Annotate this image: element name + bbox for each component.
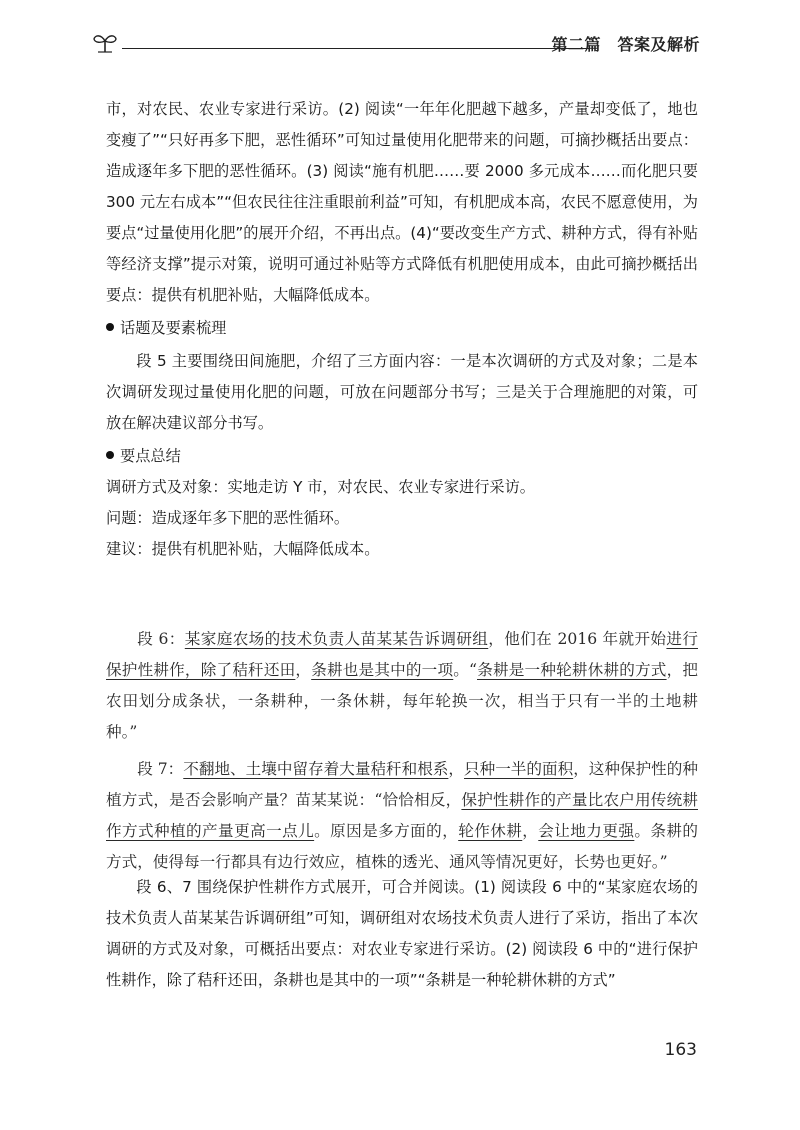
page-header [92, 28, 714, 58]
analysis-section [106, 94, 698, 565]
analysis-paragraph: 市，对农民、农业专家进行采访。(2) 阅读“一年年化肥越下越多，产量却变低了，地也变瘦了”“只好再多下肥，恶性循环”可知过量使用化肥带来的问题，可摘抄概括出要点：造成逐年多下肥的恶性循环。(3) 阅读“施有机肥……要 2000 多元成本……而化肥只要 300 元左右成本”“但农民往往注重眼前利益”可知，有机肥成本高，农民不愿意使用，为要点“过量使用化肥”的展开介绍，不再出点。(4)“要改变生产方式、耕种方式，得有补贴等经济支撑”提示对策，说明可通过补贴等方式降低有机肥使用成本，由此可摘抄概括出要点：提供有机肥补贴，大幅降低成本。 [106, 100, 698, 304]
underlined-phrase: 会让地力更强 [538, 822, 635, 840]
topic-paragraph: 段 5 主要围绕田间施肥，介绍了三方面内容：一是本次调研的方式及对象；二是本次调研发现过量使用化肥的问题，可放在问题部分书写；三是关于合理施肥的对策，可放在解决建议部分书写。 [106, 352, 698, 432]
excerpt-paragraph-7: 段 7：不翻地、土壤中留存着大量秸秆和根系，只种一半的面积，这种保护性的种植方式，是否会影响产量？苗某某说：“恰恰相反，保护性耕作的产量比农户用传统耕作方式种植的产量更高一点儿。原因是多方面的，轮作休耕，会让地力更强。条耕的方式，使得每一行都具有边行效应，植株的透光、通风等情况更好，长势也更好。” [106, 760, 698, 871]
bullet-heading-text: 要点总结 [120, 447, 181, 465]
underlined-phrase: 只种一半的面积 [464, 760, 574, 778]
summary-line: 建议：提供有机肥补贴，大幅降低成本。 [106, 540, 380, 558]
bullet-heading-text: 话题及要素梳理 [120, 319, 227, 337]
analysis-paragraph-2: 段 6、7 围绕保护性耕作方式展开，可合并阅读。(1) 阅读段 6 中的“某家庭农场的技术负责人苗某某告诉调研组”可知，调研组对农场技术负责人进行了采访，指出了本次调研的方式及对象，可概括出要点：对农业专家进行采访。(2) 阅读段 6 中的“进行保护性耕作，除了秸秆还田，条耕也是其中的一项”“条耕是一种轮耕休耕的方式” [106, 878, 698, 989]
scanned-excerpt [106, 624, 698, 878]
underlined-phrase: 条耕是一种轮耕休耕的方式 [477, 661, 667, 679]
underlined-phrase: 保护性耕作的产量比农户用传统耕作方式种植的产量更高一点儿 [106, 791, 698, 840]
excerpt-paragraph-6: 段 6：某家庭农场的技术负责人苗某某告诉调研组，他们在 2016 年就开始进行保护性耕作，除了秸秆还田，条耕也是其中的一项。“条耕是一种轮耕休耕的方式，把农田划分成条状，一条耕种，一条休耕，每年轮换一次，相当于只有一半的土地耕种。” [106, 630, 698, 741]
bullet-heading [106, 441, 698, 472]
underlined-phrase: 进行保护性耕作，除了秸秆还田 [106, 630, 698, 679]
summary-line: 问题：造成逐年多下肥的恶性循环。 [106, 509, 349, 527]
underlined-phrase: 轮作休耕 [458, 822, 523, 840]
header-rule [122, 48, 590, 49]
underlined-phrase: 某家庭农场的技术负责人苗某某告诉调研组 [184, 630, 489, 648]
sprout-icon [92, 30, 118, 54]
header-title: 第二篇 答案及解析 [551, 35, 700, 54]
bullet-dot-icon [106, 323, 114, 331]
summary-line: 调研方式及对象：实地走访 Y 市，对农民、农业专家进行采访。 [106, 478, 535, 496]
underlined-phrase: 不翻地、土壤中留存着大量秸秆和根系 [183, 760, 449, 778]
bullet-heading [106, 313, 698, 344]
underlined-phrase: 条耕也是其中的一项 [311, 661, 454, 679]
bullet-dot-icon [106, 451, 114, 459]
page-number: 163 [664, 1040, 697, 1060]
analysis-section-2 [106, 872, 698, 996]
